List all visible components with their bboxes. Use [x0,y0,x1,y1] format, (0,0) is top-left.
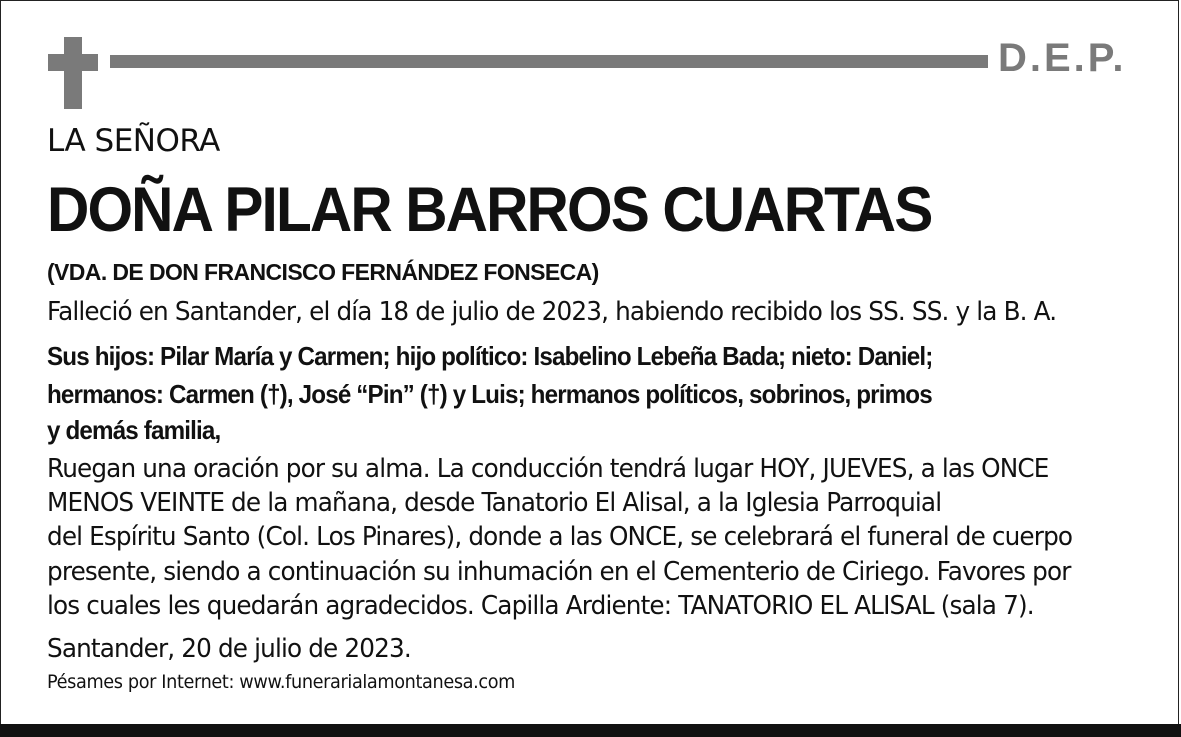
bottom-rule [0,724,1181,737]
place-date: Santander, 20 de julio de 2023. [47,634,411,664]
header-rule [110,55,988,68]
family-line: y demás familia, [47,415,221,445]
dep-label: D.E.P. [998,36,1127,80]
service-line: Ruegan una oración por su alma. La conducción tendrá lugar HOY, JUEVES, a las ONCE [47,454,1049,484]
deceased-name: DOÑA PILAR BARROS CUARTAS [47,175,932,245]
family-line: Sus hijos: Pilar María y Carmen; hijo político: Isabelino Lebeña Bada; nieto: Daniel; [47,341,933,371]
family-line: hermanos: Carmen (†), José “Pin” (†) y Luis; hermanos políticos, sobrinos, primos [47,379,932,409]
service-line: presente, siendo a continuación su inhumación en el Cementerio de Ciriego. Favores por [47,557,1071,587]
service-line: MENOS VEINTE de la mañana, desde Tanatorio El Alisal, a la Iglesia Parroquial [47,488,942,518]
condolences-link: Pésames por Internet: www.funerarialamontanesa.com [47,671,515,693]
intro-label: LA SEÑORA [47,123,220,159]
death-line: Falleció en Santander, el día 18 de julio de 2023, habiendo recibido los SS. SS. y la B. A. [47,297,1057,327]
service-line: los cuales les quedarán agradecidos. Capilla Ardiente: TANATORIO EL ALISAL (sala 7). [47,591,1034,621]
widow-of-line: (VDA. DE DON FRANCISCO FERNÁNDEZ FONSECA) [47,259,599,285]
service-line: del Espíritu Santo (Col. Los Pinares), donde a las ONCE, se celebrará el funeral de cuerpo [47,522,1073,552]
cross-icon [48,37,98,109]
